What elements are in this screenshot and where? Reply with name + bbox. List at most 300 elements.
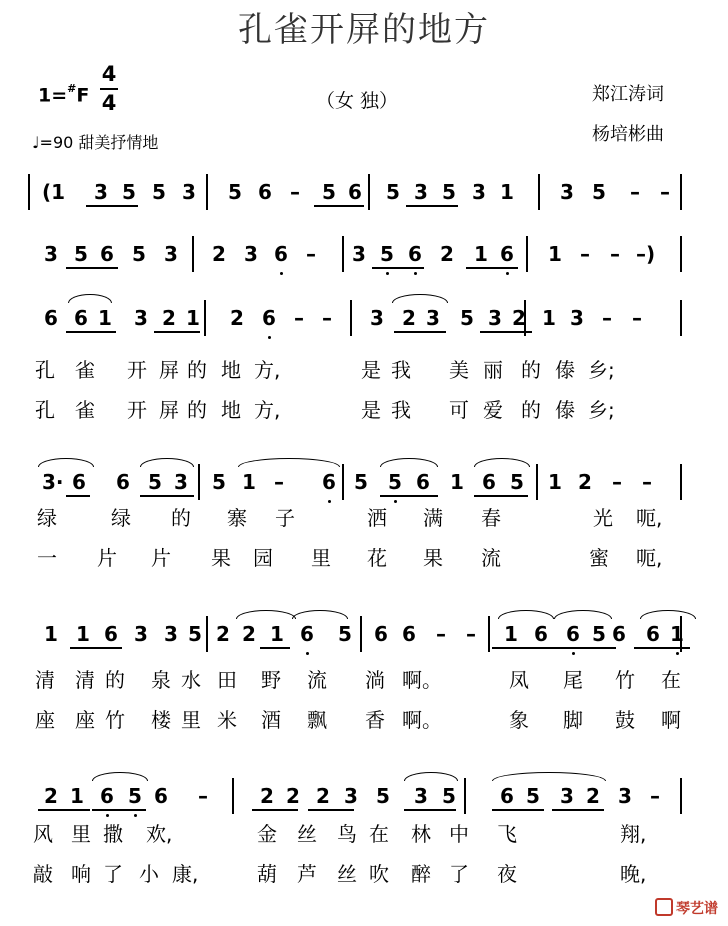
lyric-char: 夜: [497, 862, 517, 886]
lyric-char: 方,: [254, 358, 281, 382]
lyric-char: 流: [481, 546, 501, 570]
lyric-char: 一: [37, 546, 57, 570]
beam-underline: [38, 809, 90, 811]
octave-dot: [306, 652, 309, 655]
note: –: [274, 470, 284, 494]
note: 6: [482, 470, 496, 494]
note: 6: [534, 622, 548, 646]
lyric-char: 的: [521, 358, 541, 382]
bar-line: [680, 300, 682, 336]
note: 6: [300, 622, 314, 646]
beam-underline: [480, 331, 532, 333]
lyric-char: 金: [257, 822, 277, 846]
bar-line: [680, 236, 682, 272]
lyric-char: 开: [127, 398, 147, 422]
note: 6: [416, 470, 430, 494]
note: 1: [500, 180, 514, 204]
note: –: [612, 470, 622, 494]
note: 3: [182, 180, 196, 204]
tie-arc: [392, 294, 448, 303]
lyric-char: 园: [253, 546, 273, 570]
tie-arc: [140, 458, 194, 467]
note: 1: [504, 622, 518, 646]
bar-line: [350, 300, 352, 336]
note: –: [660, 180, 670, 204]
lyric-char: 丝: [297, 822, 317, 846]
octave-dot: [386, 272, 389, 275]
bar-line: [360, 616, 362, 652]
note: 5: [526, 784, 540, 808]
note: 2: [512, 306, 526, 330]
note: 3: [344, 784, 358, 808]
lyric-char: 尾: [563, 668, 583, 692]
key-signature: 1=#F: [38, 82, 90, 107]
lyric-char: 清: [35, 668, 55, 692]
lyric-char: 楼: [151, 708, 171, 732]
note: 3: [164, 242, 178, 266]
lyric-char: 在: [661, 668, 681, 692]
note: 5: [212, 470, 226, 494]
note: 5: [338, 622, 352, 646]
lyric-char: 果: [423, 546, 443, 570]
lyric-char: 可: [449, 398, 469, 422]
beam-underline: [260, 647, 290, 649]
tie-arc: [292, 610, 348, 619]
note: –: [642, 470, 652, 494]
lyric-char: 果: [211, 546, 231, 570]
tempo-marking: ♩=90 甜美抒情地: [32, 133, 159, 152]
note: 2: [260, 784, 274, 808]
beam-underline: [404, 809, 456, 811]
lyric-char: 田: [217, 668, 237, 692]
lyric-char: 满: [423, 506, 443, 530]
note: 1: [76, 622, 90, 646]
note: 5: [380, 242, 394, 266]
note: 5: [460, 306, 474, 330]
note: 2: [402, 306, 416, 330]
octave-dot: [134, 814, 137, 817]
beam-underline: [92, 809, 146, 811]
note: –: [610, 242, 620, 266]
note: 3: [244, 242, 258, 266]
bar-line: [192, 236, 194, 272]
note: –: [198, 784, 208, 808]
note: –: [294, 306, 304, 330]
note: 1: [450, 470, 464, 494]
note: –: [466, 622, 476, 646]
note: 6: [116, 470, 130, 494]
bar-line: [680, 464, 682, 500]
bar-line: [680, 778, 682, 814]
bar-line: [342, 464, 344, 500]
lyric-char: 淌: [365, 668, 385, 692]
note: 3: [414, 180, 428, 204]
bar-line: [206, 616, 208, 652]
lyric-char: 洒: [367, 506, 387, 530]
tie-arc: [554, 610, 612, 619]
score-row: [28, 298, 690, 338]
beam-underline: [314, 205, 364, 207]
note: 1: [44, 622, 58, 646]
note: 1: [548, 470, 562, 494]
lyric-char: 寨: [227, 506, 247, 530]
note: 6: [566, 622, 580, 646]
note: 5: [322, 180, 336, 204]
note: 3: [560, 180, 574, 204]
beam-underline: [466, 267, 518, 269]
lyric-char: 鼓: [615, 708, 635, 732]
lyric-char: 象: [509, 708, 529, 732]
lyric-char: 小: [139, 862, 159, 886]
lyric-char: 欢,: [146, 822, 173, 846]
note: 5: [188, 622, 202, 646]
note: 1: [98, 306, 112, 330]
lyric-char: 里: [311, 546, 331, 570]
note: 6: [408, 242, 422, 266]
lyric-char: 芦: [297, 862, 317, 886]
lyric-char: 泉: [151, 668, 171, 692]
lyric-char: 雀: [75, 398, 95, 422]
tie-arc: [238, 458, 340, 467]
note: –: [632, 306, 642, 330]
lyric-char: 地: [221, 398, 241, 422]
lyric-char: 野: [261, 668, 281, 692]
lyric-char: 片: [97, 546, 117, 570]
lyric-char: 爱: [483, 398, 503, 422]
note: –: [630, 180, 640, 204]
composer-credit: 杨培彬曲: [592, 124, 664, 145]
bar-line: [680, 174, 682, 210]
note: 3·: [42, 470, 64, 494]
note: 3: [44, 242, 58, 266]
score-row: [28, 614, 690, 654]
note: 5: [376, 784, 390, 808]
lyric-char: 脚: [563, 708, 583, 732]
bar-line: [232, 778, 234, 814]
note: 6: [258, 180, 272, 204]
note: (1: [42, 180, 66, 204]
octave-dot: [106, 814, 109, 817]
lyric-char: 丝: [337, 862, 357, 886]
lyric-char: 是: [361, 358, 381, 382]
note: 2: [212, 242, 226, 266]
tie-arc: [380, 458, 438, 467]
lyric-char: 呃,: [636, 546, 663, 570]
lyric-char: 飞: [497, 822, 517, 846]
lyric-char: 康,: [172, 862, 199, 886]
lyric-char: 我: [391, 398, 411, 422]
octave-dot: [268, 336, 271, 339]
lyric-char: 凤: [509, 668, 529, 692]
note: 5: [592, 180, 606, 204]
note: 6: [100, 242, 114, 266]
note: 5: [228, 180, 242, 204]
note: –: [290, 180, 300, 204]
note: 6: [100, 784, 114, 808]
bar-line: [488, 616, 490, 652]
note: 6: [374, 622, 388, 646]
lyric-char: 水: [181, 668, 201, 692]
lyric-char: 醉: [411, 862, 431, 886]
time-signature: 4 4: [101, 62, 117, 115]
lyric-char: 乡;: [588, 358, 615, 382]
lyric-char: 流: [307, 668, 327, 692]
note: 6: [612, 622, 626, 646]
note: 2: [216, 622, 230, 646]
note: 6: [500, 242, 514, 266]
note: 6: [104, 622, 118, 646]
note: 6: [348, 180, 362, 204]
lyric-char: 方,: [254, 398, 281, 422]
beam-underline: [556, 647, 616, 649]
note: 3: [134, 622, 148, 646]
beam-underline: [86, 205, 138, 207]
note: 5: [122, 180, 136, 204]
score-row: [28, 462, 690, 502]
lyric-char: 绿: [111, 506, 131, 530]
note: 2: [316, 784, 330, 808]
lyric-char: 子: [275, 506, 295, 530]
note: 3: [94, 180, 108, 204]
lyric-char: 敲: [33, 862, 53, 886]
tie-arc: [236, 610, 296, 619]
beam-underline: [492, 809, 544, 811]
note: 2: [44, 784, 58, 808]
lyric-char: 丽: [483, 358, 503, 382]
lyric-char: 的: [521, 398, 541, 422]
note: 5: [74, 242, 88, 266]
lyric-char: 撒: [103, 822, 123, 846]
note: –: [580, 242, 590, 266]
note: 5: [388, 470, 402, 494]
performance-type: （女 独）: [316, 90, 399, 112]
lyric-char: 酒: [261, 708, 281, 732]
bar-line: [464, 778, 466, 814]
lyric-char: 傣: [555, 398, 575, 422]
lyric-char: 花: [367, 546, 387, 570]
watermark-logo: 琴艺谱: [655, 898, 718, 918]
lyric-char: 清: [75, 668, 95, 692]
lyric-char: 蜜: [589, 546, 609, 570]
score-row: [28, 172, 690, 212]
note: –: [322, 306, 332, 330]
lyric-char: 是: [361, 398, 381, 422]
lyric-char: 吹: [369, 862, 389, 886]
note: 2: [440, 242, 454, 266]
lyric-char: 林: [411, 822, 431, 846]
lyric-char: 的: [187, 358, 207, 382]
lyric-char: 的: [171, 506, 191, 530]
note: 6: [44, 306, 58, 330]
octave-dot: [506, 272, 509, 275]
lyric-char: 开: [127, 358, 147, 382]
tie-arc: [498, 610, 554, 619]
lyric-char: 风: [33, 822, 53, 846]
bar-line: [198, 464, 200, 500]
lyric-char: 竹: [615, 668, 635, 692]
note: 3: [134, 306, 148, 330]
note: 3: [352, 242, 366, 266]
note: 1: [70, 784, 84, 808]
beam-underline: [154, 331, 200, 333]
note: 6: [646, 622, 660, 646]
lyric-char: 里: [181, 708, 201, 732]
score-row: [28, 234, 690, 274]
beam-underline: [380, 495, 438, 497]
note: –: [436, 622, 446, 646]
beam-underline: [492, 647, 558, 649]
tie-arc: [474, 458, 530, 467]
octave-dot: [280, 272, 283, 275]
note: –: [602, 306, 612, 330]
bar-line: [206, 174, 208, 210]
bar-line: [368, 174, 370, 210]
octave-dot: [328, 500, 331, 503]
tie-arc: [68, 294, 112, 303]
note: 6: [154, 784, 168, 808]
beam-underline: [474, 495, 528, 497]
lyric-char: 的: [105, 668, 125, 692]
note: 6: [402, 622, 416, 646]
logo-icon: [655, 898, 673, 916]
lyric-char: 片: [151, 546, 171, 570]
note: 2: [230, 306, 244, 330]
lyric-char: 米: [217, 708, 237, 732]
note: –: [306, 242, 316, 266]
note: –): [636, 242, 656, 266]
beam-underline: [308, 809, 354, 811]
note: 6: [72, 470, 86, 494]
note: 5: [442, 784, 456, 808]
lyric-char: 鸟: [337, 822, 357, 846]
note: 5: [152, 180, 166, 204]
octave-dot: [394, 500, 397, 503]
bar-line: [342, 236, 344, 272]
note: 1: [242, 470, 256, 494]
note: 1: [548, 242, 562, 266]
note: 5: [592, 622, 606, 646]
lyric-char: 飘: [307, 708, 327, 732]
note: 3: [618, 784, 632, 808]
note: 2: [162, 306, 176, 330]
beam-underline: [372, 267, 424, 269]
lyric-char: 的: [187, 398, 207, 422]
lyric-char: 晚,: [620, 862, 647, 886]
note: 1: [670, 622, 684, 646]
note: 1: [186, 306, 200, 330]
lyric-char: 傣: [555, 358, 575, 382]
note: 3: [414, 784, 428, 808]
note: 5: [128, 784, 142, 808]
note: –: [650, 784, 660, 808]
beam-underline: [406, 205, 458, 207]
lyric-char: 响: [71, 862, 91, 886]
note: 3: [426, 306, 440, 330]
beam-underline: [634, 647, 690, 649]
bar-line: [536, 464, 538, 500]
note: 5: [132, 242, 146, 266]
note: 6: [322, 470, 336, 494]
note: 1: [270, 622, 284, 646]
lyric-char: 了: [449, 862, 469, 886]
note: 2: [242, 622, 256, 646]
note: 2: [286, 784, 300, 808]
note: 3: [570, 306, 584, 330]
note: 5: [148, 470, 162, 494]
note: 6: [262, 306, 276, 330]
note: 5: [354, 470, 368, 494]
note: 6: [274, 242, 288, 266]
tie-arc: [92, 772, 148, 781]
tie-arc: [404, 772, 458, 781]
note: 1: [542, 306, 556, 330]
note: 2: [578, 470, 592, 494]
tie-arc: [492, 772, 606, 781]
lyric-char: 葫: [257, 862, 277, 886]
note: 6: [500, 784, 514, 808]
lyric-char: 啊。: [402, 708, 442, 732]
lyric-char: 在: [369, 822, 389, 846]
lyric-char: 呃,: [636, 506, 663, 530]
beam-underline: [552, 809, 604, 811]
lyric-char: 座: [75, 708, 95, 732]
beam-underline: [252, 809, 298, 811]
lyric-char: 座: [35, 708, 55, 732]
lyric-char: 乡;: [588, 398, 615, 422]
lyric-char: 竹: [105, 708, 125, 732]
lyric-char: 我: [391, 358, 411, 382]
note: 1: [474, 242, 488, 266]
note: 5: [386, 180, 400, 204]
tie-arc: [640, 610, 696, 619]
lyric-char: 孔: [35, 358, 55, 382]
lyric-char: 美: [449, 358, 469, 382]
beam-underline: [70, 647, 122, 649]
octave-dot: [676, 652, 679, 655]
beam-underline: [66, 267, 118, 269]
lyric-char: 雀: [75, 358, 95, 382]
note: 3: [560, 784, 574, 808]
beam-underline: [66, 331, 116, 333]
lyric-char: 里: [71, 822, 91, 846]
note: 6: [74, 306, 88, 330]
lyric-char: 中: [449, 822, 469, 846]
lyricist-credit: 郑江涛词: [592, 84, 664, 105]
note: 5: [442, 180, 456, 204]
lyric-char: 屏: [159, 358, 179, 382]
lyric-char: 翔,: [620, 822, 647, 846]
beam-underline: [66, 495, 90, 497]
bar-line: [538, 174, 540, 210]
note: 3: [488, 306, 502, 330]
lyric-char: 啊。: [402, 668, 442, 692]
lyric-char: 孔: [35, 398, 55, 422]
lyric-char: 光: [593, 506, 613, 530]
tie-arc: [38, 458, 94, 467]
lyric-char: 香: [365, 708, 385, 732]
note: 3: [370, 306, 384, 330]
beam-underline: [394, 331, 446, 333]
note: 3: [174, 470, 188, 494]
octave-dot: [414, 272, 417, 275]
note: 2: [586, 784, 600, 808]
note: 5: [510, 470, 524, 494]
lyric-char: 啊: [661, 708, 681, 732]
beam-underline: [140, 495, 194, 497]
bar-line: [526, 236, 528, 272]
score-row: [28, 776, 690, 816]
lyric-char: 绿: [37, 506, 57, 530]
